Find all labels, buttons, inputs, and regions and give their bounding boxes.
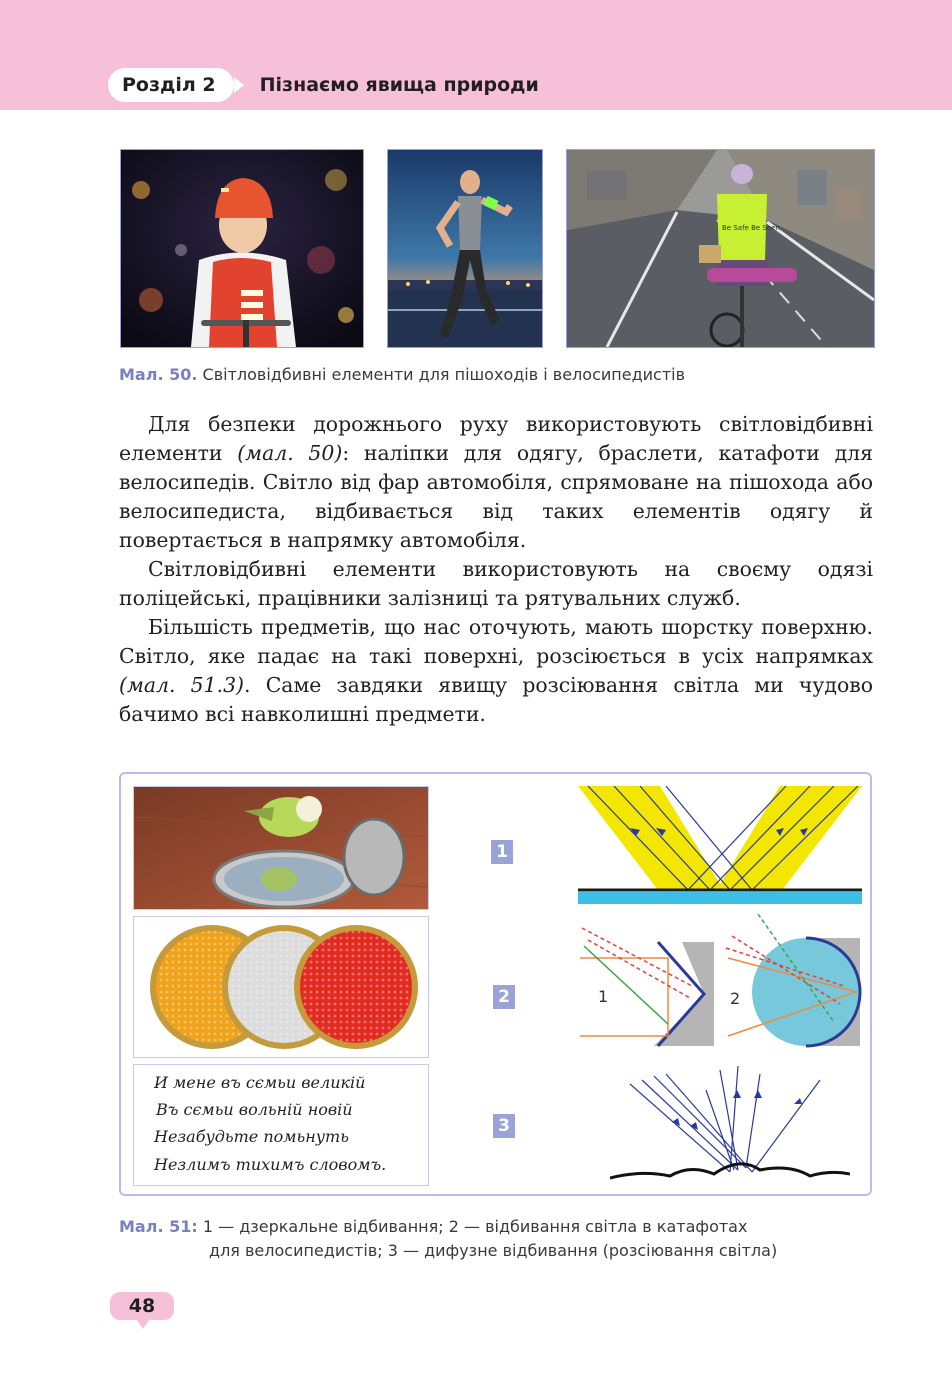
badge-1: 1 <box>491 840 513 864</box>
photo-runner-armband <box>387 149 543 348</box>
photo-child-reflective-vest <box>120 149 364 348</box>
photo-reflectors <box>133 916 429 1058</box>
section-header <box>108 68 539 102</box>
vest-text: Be Safe Be Seen <box>722 224 780 232</box>
handwriting-line-1: И мене въ сємьи великій <box>154 1073 366 1092</box>
section-title: Пізнаємо явища природи <box>259 74 539 96</box>
paragraph-2: Світловідбивні елементи використовують на своєму одязі поліцейські, працівники залізниці та рятувальних служб. <box>119 557 873 610</box>
photo-cyclist-vest <box>566 149 875 348</box>
diagram-specular-reflection <box>578 786 862 906</box>
diagram2-label-1: 1 <box>598 987 609 1006</box>
figure51-caption-line-2: для велосипедистів; 3 — дифузне відбивання (розсіювання світла) <box>209 1241 778 1260</box>
figure51-caption <box>119 1215 777 1263</box>
diagram2-label-2: 2 <box>730 989 741 1008</box>
figure51-caption-line-1: 1 — дзеркальне відбивання; 2 — відбивання світла в катафотах <box>202 1217 748 1236</box>
handwriting-line-4: Незлимъ тихимъ словомъ. <box>154 1155 387 1174</box>
paragraph-1: Для безпеки дорожнього руху використовують світловідбивні елементи (мал. 50): наліпки для одягу, браслети, катафоти для велосипедів. Світло від фар автомобіля, спрямоване на пішохода або велосипедиста, відбивається від таких елементів одягу й повертається в напрямку автомобіля. <box>119 412 873 552</box>
badge-2: 2 <box>493 985 515 1009</box>
ref-mal-50: (мал. 50) <box>237 441 343 465</box>
photo-budgie-mirror <box>133 786 429 910</box>
figure51-label: Мал. 51: <box>119 1217 198 1236</box>
figure50-caption <box>119 365 685 384</box>
handwriting-line-3: Незабудьте помьнуть <box>154 1127 349 1146</box>
section-label: Розділ 2 <box>108 68 234 102</box>
ref-mal-51-3: (мал. 51.3) <box>119 673 245 697</box>
handwriting-card <box>133 1064 429 1186</box>
figure50-label: Мал. 50. <box>119 365 198 384</box>
figure50-caption-text: Світловідбивні елементи для пішоходів і велосипедистів <box>202 365 686 384</box>
diagram-diffuse-reflection <box>610 1060 850 1184</box>
paragraph-3: Більшість предметів, що нас оточують, мають шорстку поверхню. Світло, яке падає на такі поверхні, розсіюється в усіх напрямках (мал. 51.3). Саме завдяки явищу розсіювання світла ми чудово бачимо всі навколишні предмети. <box>119 615 874 726</box>
badge-3: 3 <box>493 1114 515 1138</box>
body-text <box>119 410 873 729</box>
diagram-reflector-reflection <box>574 912 864 1052</box>
page-number: 48 <box>110 1292 174 1320</box>
handwriting-line-2: Въ сємьи вольній новій <box>156 1100 353 1119</box>
